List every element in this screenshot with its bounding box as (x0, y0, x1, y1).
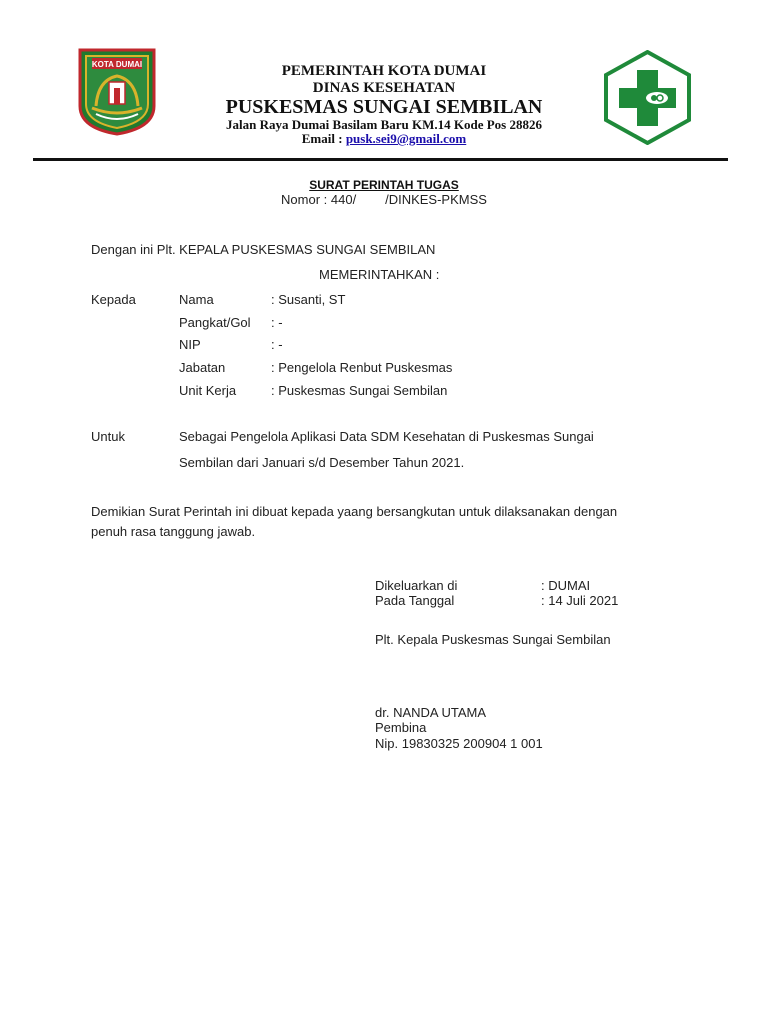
field-label-position: Jabatan (179, 360, 226, 375)
task-line-2: Sembilan dari Januari s/d Desember Tahun 2021. (179, 455, 465, 470)
untuk-label: Untuk (91, 429, 125, 444)
issued-date-label: Pada Tanggal (375, 593, 455, 608)
government-name: PEMERINTAH KOTA DUMAI (281, 63, 487, 79)
address: Jalan Raya Dumai Basilam Baru KM.14 Kode Pos 28826 (226, 117, 542, 132)
signatory-rank: Pembina (375, 720, 427, 735)
agency-name: DINAS KESEHATAN (312, 80, 456, 96)
task-line-1: Sebagai Pengelola Aplikasi Data SDM Kesehatan di Puskesmas Sungai (179, 429, 594, 444)
field-value-rank: : - (271, 315, 283, 330)
field-value-unit: : Puskesmas Sungai Sembilan (271, 383, 448, 398)
signatory-position: Plt. Kepala Puskesmas Sungai Sembilan (375, 632, 611, 647)
field-value-position: : Pengelola Renbut Puskesmas (271, 360, 453, 375)
institution-name: PUSKESMAS SUNGAI SEMBILAN (225, 96, 543, 118)
field-value-nip: : - (271, 337, 283, 352)
issued-place-label: Dikeluarkan di (375, 578, 458, 593)
closing-line-2: penuh rasa tanggung jawab. (91, 524, 256, 539)
logo-label: KOTA DUMAI (91, 60, 143, 69)
letterhead-divider (33, 158, 728, 161)
signatory-nip: Nip. 19830325 200904 1 001 (375, 736, 543, 751)
closing-line-1: Demikian Surat Perintah ini dibuat kepada yaang bersangkutan untuk dilaksanakan dengan (91, 504, 618, 519)
field-label-nip: NIP (179, 337, 201, 352)
document-title: SURAT PERINTAH TUGAS (309, 178, 459, 192)
document-number: Nomor : 440/ /DINKES-PKMSS (281, 192, 487, 207)
intro-text: Dengan ini Plt. KEPALA PUSKESMAS SUNGAI SEMBILAN (91, 242, 436, 257)
kepada-label: Kepada (91, 292, 136, 307)
email-link[interactable]: pusk.sei9@gmail.com (345, 131, 467, 146)
field-label-unit: Unit Kerja (179, 383, 237, 398)
issued-place-value: : DUMAI (541, 578, 591, 593)
command-heading: MEMERINTAHKAN : (319, 267, 440, 282)
email-line (0, 131, 768, 147)
field-label-rank: Pangkat/Gol (179, 315, 251, 330)
field-value-name: : Susanti, ST (271, 292, 346, 307)
issued-date-value: : 14 Juli 2021 (541, 593, 619, 608)
email-label: Email : (301, 131, 343, 146)
field-label-name: Nama (179, 292, 214, 307)
signatory-name: dr. NANDA UTAMA (375, 705, 487, 720)
